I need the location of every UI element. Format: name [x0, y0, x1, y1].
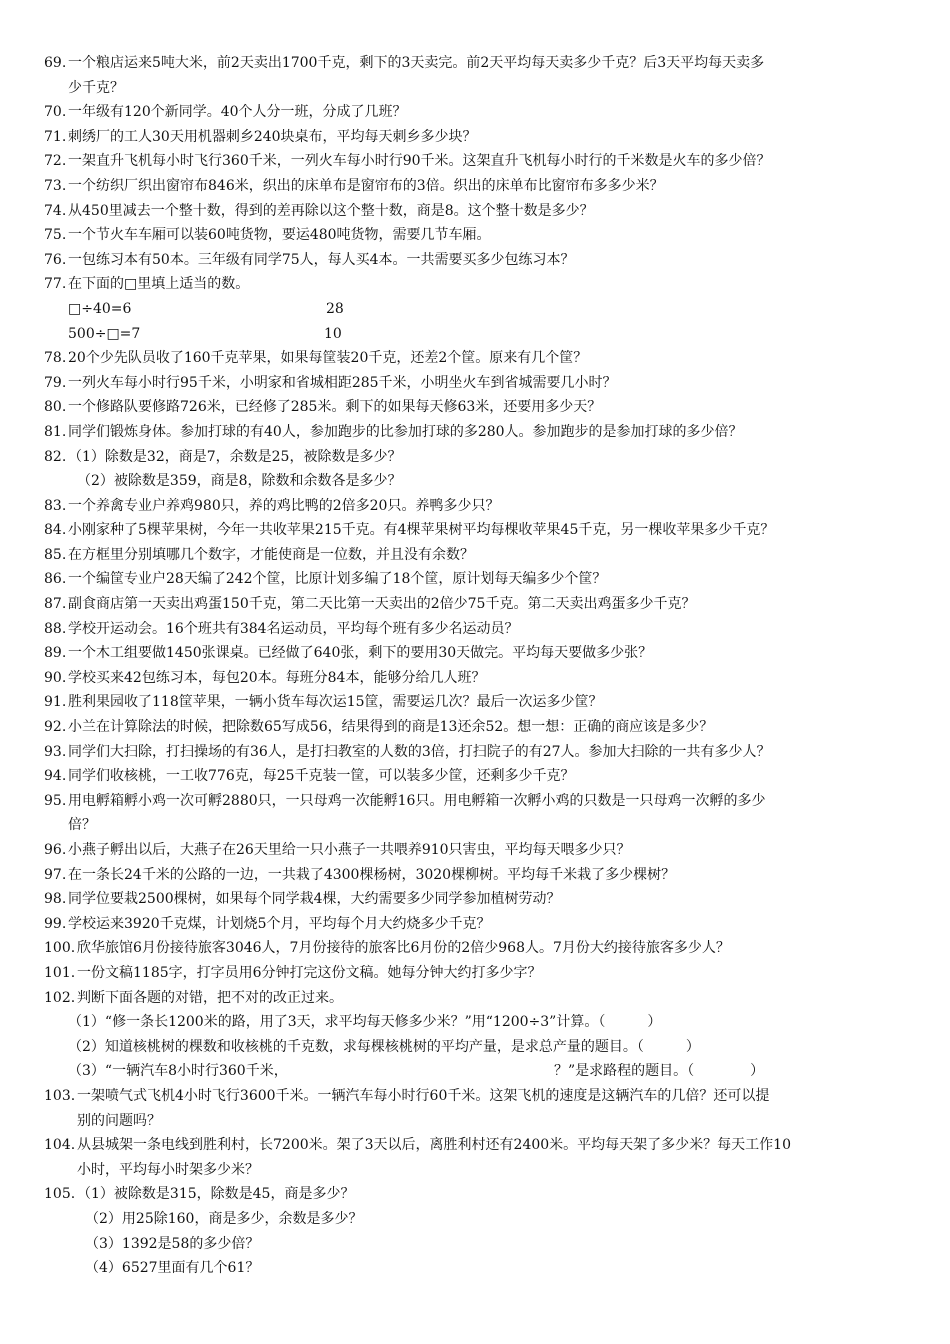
problem-number: 87. [44, 596, 67, 613]
problem-text: 在方框里分别填哪几个数字，才能使商是一位数，并且没有余数？ [68, 546, 474, 563]
problem-number: 70. [44, 104, 67, 121]
problem-text: 同学们大扫除，打扫操场的有36人，是打扫教室的人数的3倍，打扫院子的有27人。参加大扫除的一共有多少人？ [68, 743, 771, 760]
problem-text: 同学们收核桃，一工收776克，每25千克装一筐，可以装多少筐，还剩多少千克？ [68, 768, 575, 785]
problem-100 [44, 936, 920, 961]
problem-text: 一架喷气式飞机4小时飞行3600千米。一辆汽车每小时行60千米。这架飞机的速度是这辆汽车的几倍？还可以提 [77, 1087, 770, 1104]
problem-text: 一份文稿1185字，打字员用6分钟打完这份文稿。她每分钟大约打多少字？ [77, 964, 542, 981]
problem-97 [44, 863, 920, 888]
judgement-3 [44, 1059, 920, 1084]
problem-text: 用电孵箱孵小鸡一次可孵2880只，一只母鸡一次能孵16只。用电孵箱一次孵小鸡的只数是一只母鸡一次孵的多少 [68, 792, 766, 809]
problem-text: 从县城架一条电线到胜利村，长7200米。架了3天以后，离胜利村还有2400米。平均每天架了多少米？每天工作10 [77, 1137, 791, 1154]
equation-row-2 [44, 322, 920, 347]
problem-80 [44, 395, 920, 420]
problem-91 [44, 690, 920, 715]
problem-number: 82. [44, 448, 67, 465]
problem-number: 98. [44, 891, 67, 908]
problem-93 [44, 740, 920, 765]
problem-73 [44, 174, 920, 199]
problem-number: 90. [44, 669, 67, 686]
problem-87 [44, 592, 920, 617]
problem-number: 76. [44, 251, 67, 268]
equation: □÷40=6 [68, 300, 132, 317]
sub-question-1: （1）被除数是315，除数是45，商是多少？ [77, 1186, 355, 1203]
problem-81 [44, 420, 920, 445]
problem-text: 在一条长24千米的公路的一边，一共栽了4300棵杨树，3020棵柳树。平均每千米栽了多少棵树？ [68, 866, 676, 883]
problem-text: 一个木工组要做1450张课桌。已经做了640张，剩下的要用30天做完。平均每天要做多少张？ [68, 645, 653, 662]
problem-number: 88. [44, 620, 67, 637]
problem-text: 刺绣厂的工人30天用机器刺乡240块桌布，平均每天刺乡多少块？ [68, 128, 477, 145]
problem-text: 一个纺织厂织出窗帘布846米，织出的床单布是窗帘布的3倍。织出的床单布比窗帘布多多少米？ [68, 177, 664, 194]
problem-105 [44, 1182, 920, 1207]
equation-value: 10 [324, 325, 342, 342]
problem-number: 83. [44, 497, 67, 514]
problem-number: 81. [44, 423, 67, 440]
problem-number: 84. [44, 522, 67, 539]
problem-95 [44, 789, 920, 838]
problem-text: 学校开运动会。16个班共有384名运动员，平均每个班有多少名运动员？ [68, 620, 519, 637]
problem-text: 副食商店第一天卖出鸡蛋150千克，第二天比第一天卖出的2倍少75千克。第二天卖出鸡蛋多少千克？ [68, 596, 696, 613]
problem-text: 从450里减去一个整十数，得到的差再除以这个整十数，商是8。这个整十数是多少？ [68, 202, 594, 219]
problem-77 [44, 272, 920, 297]
problem-number: 96. [44, 842, 67, 858]
problem-number: 72. [44, 153, 67, 170]
problem-number: 103. [44, 1087, 76, 1104]
problem-text: 同学位要栽2500棵树，如果每个同学栽4棵，大约需要多少同学参加植树劳动？ [68, 891, 561, 908]
problem-number: 100. [44, 940, 76, 957]
problem-text: 在下面的□里填上适当的数。 [68, 276, 250, 293]
problem-number: 80. [44, 399, 67, 416]
problem-text: 一架直升飞机每小时飞行360千米，一列火车每小时行90千米。这架直升飞机每小时行的千米数是火车的多少倍？ [68, 153, 771, 170]
problem-82 [44, 445, 920, 470]
problem-98 [44, 887, 920, 912]
problem-99 [44, 912, 920, 937]
problem-text: 小刚家种了5棵苹果树，今年一共收苹果215千克。有4棵苹果树平均每棵收苹果45千克，另一棵收苹果多少千克？ [68, 522, 775, 539]
sub-question-2: （2）用25除160，商是多少，余数是多少？ [85, 1210, 363, 1227]
problem-94 [44, 764, 920, 789]
problem-text: 学校买来42包练习本，每包20本。每班分84本，能够分给几人班？ [68, 669, 486, 686]
problem-71 [44, 125, 920, 150]
problem-number: 102. [44, 989, 76, 1006]
problem-number: 97. [44, 866, 67, 883]
problem-text: 一个节火车车厢可以装60吨货物，要运480吨货物，需要几节车厢。 [68, 227, 491, 244]
problem-number: 73. [44, 177, 67, 194]
problem-text: 学校运来3920千克煤，计划烧5个月，平均每个月大约烧多少千克？ [68, 915, 491, 932]
problem-89 [44, 641, 920, 666]
sub-question-1: （1）除数是32，商是7，余数是25，被除数是多少？ [68, 448, 402, 465]
problem-85 [44, 543, 920, 568]
problem-text: 欣华旅馆6月份接待旅客3046人，7月份接待的旅客比6月份的2倍少968人。7月份大约接待旅客多少人？ [77, 940, 730, 957]
problem-103 [44, 1084, 920, 1133]
problem-number: 105. [44, 1186, 76, 1203]
judgement-3-part-b: ？”是求路程的题目。（ ） [554, 1063, 765, 1080]
problem-number: 104. [44, 1137, 76, 1154]
equation-value: 28 [326, 300, 344, 317]
problem-text: 一包练习本有50本。三年级有同学75人，每人买4本。一共需要买多少包练习本？ [68, 251, 575, 268]
problem-92 [44, 715, 920, 740]
problem-70 [44, 100, 920, 125]
problem-75 [44, 223, 920, 248]
problem-90 [44, 666, 920, 691]
problem-number: 89. [44, 645, 67, 662]
problem-text: 小燕子孵出以后，大燕子在26天里给一只小燕子一共喂养910只害虫，平均每天喂多少只？ [68, 842, 631, 858]
problem-number: 77. [44, 276, 67, 293]
problem-number: 91. [44, 694, 67, 711]
equation-row-1 [44, 297, 920, 322]
problem-74 [44, 199, 920, 224]
problem-102 [44, 986, 920, 1011]
problem-86 [44, 567, 920, 592]
problem-79 [44, 371, 920, 396]
problem-text-cont: 小时，平均每小时架多少米？ [77, 1161, 259, 1178]
problem-text: 一个养禽专业户养鸡980只，养的鸡比鸭的2倍多20只。养鸭多少只？ [68, 497, 500, 514]
problem-number: 79. [44, 374, 67, 391]
problem-84 [44, 518, 920, 543]
problem-number: 71. [44, 128, 67, 145]
problem-text: 一列火车每小时行95千米，小明家和省城相距285千米，小明坐火车到省城需要几小时？ [68, 374, 617, 391]
problem-text: 一个粮店运来5吨大米，前2天卖出1700千克，剩下的3天卖完。前2天平均每天卖多少千克？后3天平均每天卖多 [68, 55, 765, 71]
sub-question-2: （2）被除数是359，商是8，除数和余数各是多少？ [77, 473, 402, 490]
problem-96 [44, 838, 920, 863]
problem-text-cont: 别的问题吗？ [77, 1112, 161, 1129]
problem-text: 一个修路队要修路726米，已经修了285米。剩下的如果每天修63米，还要用多少天？ [68, 399, 602, 416]
problem-text: 20个少先队员收了160千克苹果，如果每筐装20千克，还差2个筐。原来有几个筐？ [68, 350, 588, 367]
problem-104 [44, 1133, 920, 1182]
problem-72 [44, 149, 920, 174]
problem-number: 85. [44, 546, 67, 563]
problem-number: 86. [44, 571, 67, 588]
problem-text: 一年级有120个新同学。40个人分一班，分成了几班？ [68, 104, 407, 121]
problem-88 [44, 617, 920, 642]
problem-number: 92. [44, 719, 67, 736]
equation: 500÷□=7 [68, 325, 141, 342]
problem-text: 判断下面各题的对错，把不对的改正过来。 [77, 989, 343, 1006]
problem-76 [44, 248, 920, 273]
problem-69 [44, 51, 920, 100]
judgement-2: （2）知道核桃树的棵数和收核桃的千克数，求每棵核桃树的平均产量，是求总产量的题目。（ ） [68, 1038, 700, 1055]
problem-number: 94. [44, 768, 67, 785]
problem-text-cont: 少千克？ [68, 79, 124, 96]
problem-number: 93. [44, 743, 67, 760]
problem-number: 74. [44, 202, 67, 219]
problem-text: 一个编筐专业户28天编了242个筐，比原计划多编了18个筐，原计划每天编多少个筐？ [68, 571, 607, 588]
problem-number: 78. [44, 350, 67, 367]
problem-78 [44, 346, 920, 371]
problem-number: 75. [44, 227, 67, 244]
sub-question-4: （4）6527里面有几个61？ [85, 1260, 260, 1277]
problem-text: 胜利果园收了118筐苹果，一辆小货车每次运15筐，需要运几次？最后一次运多少筐？ [68, 694, 603, 711]
problem-101 [44, 961, 920, 986]
problem-number: 101. [44, 964, 76, 981]
judgement-3-part-a: （3）“一辆汽车8小时行360千米， [68, 1063, 288, 1080]
problem-83 [44, 494, 920, 519]
problem-text: 同学们锻炼身体。参加打球的有40人，参加跑步的比参加打球的多280人。参加跑步的是参加打球的多少倍？ [68, 423, 743, 440]
problem-number: 95. [44, 792, 67, 809]
problem-number: 69. [44, 55, 67, 71]
problem-text: 小兰在计算除法的时候，把除数65写成56，结果得到的商是13还余52。想一想：正确的商应该是多少？ [68, 719, 714, 736]
judgement-1: （1）“修一条长1200米的路，用了3天，求平均每天修多少米？”用“1200÷3”计算。（ ） [68, 1014, 662, 1031]
sub-question-3: （3）1392是58的多少倍？ [85, 1235, 260, 1252]
problem-number: 99. [44, 915, 67, 932]
problem-text-cont: 倍？ [68, 817, 96, 834]
